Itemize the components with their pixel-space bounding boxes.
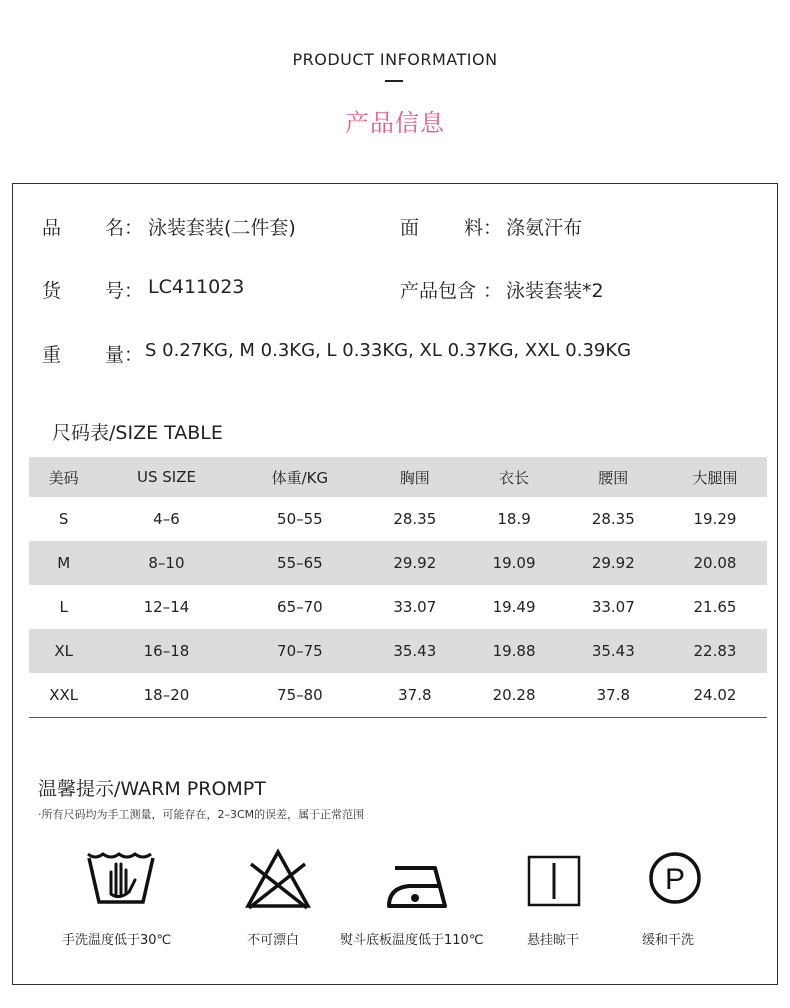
table-cell: 33.07: [393, 598, 437, 616]
fabric-label-1: 面: [400, 217, 420, 239]
table-cell: 35.43: [591, 642, 635, 660]
hang-dry-icon: [527, 855, 581, 907]
care-label-dry-clean: 缓和干洗: [642, 933, 695, 948]
package-label: 产品包含: [400, 280, 477, 302]
table-cell: 18.9: [497, 510, 531, 528]
sku-colon: ：: [124, 280, 144, 302]
table-cell: 21.65: [693, 598, 737, 616]
table-row: [29, 497, 767, 541]
table-cell: XL: [54, 642, 73, 660]
sku-label-2: 号: [105, 280, 125, 302]
table-cell: S: [58, 510, 69, 528]
table-cell: 20.08: [693, 554, 737, 572]
table-cell: 19.29: [693, 510, 737, 528]
table-cell: 28.35: [393, 510, 437, 528]
table-cell: 50–55: [277, 510, 323, 528]
table-cell: 12–14: [143, 598, 190, 616]
table-cell: 22.83: [693, 642, 737, 660]
weight-label-2: 量: [105, 344, 125, 366]
size-table: [29, 457, 767, 718]
table-cell: M: [57, 554, 71, 572]
fabric-label-2: 料: [464, 217, 484, 239]
table-cell: L: [59, 598, 68, 616]
header-title-cn: 产品信息: [345, 109, 445, 137]
table-header: 大腿围: [692, 468, 738, 487]
table-cell: 70–75: [277, 642, 323, 660]
table-row: [29, 585, 767, 629]
table-row: [29, 541, 767, 585]
no-bleach-icon: [245, 848, 311, 910]
iron-icon: [385, 856, 451, 910]
table-header: 美码: [48, 468, 79, 487]
care-label-hang-dry: 悬挂晾干: [527, 933, 580, 948]
name-colon: ：: [124, 217, 144, 239]
header-divider: [385, 80, 403, 82]
care-label-iron: 熨斗底板温度低于110℃: [340, 933, 484, 948]
table-cell: 29.92: [591, 554, 635, 572]
sku-value: LC411023: [148, 276, 245, 298]
table-cell: 65–70: [277, 598, 323, 616]
name-label-1: 品: [42, 217, 62, 239]
table-cell: 18–20: [98, 673, 234, 717]
name-value: 泳装套装(二件套): [148, 217, 296, 239]
table-cell: 75–80: [235, 673, 366, 717]
table-header: 腰围: [598, 468, 629, 487]
sku-label-1: 货: [42, 280, 62, 302]
size-table-title: 尺码表/SIZE TABLE: [52, 422, 223, 444]
hand-wash-icon: [85, 850, 157, 906]
table-cell: 33.07: [591, 598, 635, 616]
weight-colon: ：: [124, 344, 144, 366]
weight-value: S 0.27KG, M 0.3KG, L 0.33KG, XL 0.37KG, XXL 0.39KG: [145, 340, 632, 361]
table-cell: 28.35: [591, 510, 635, 528]
table-row: [29, 673, 767, 717]
table-cell: 19.49: [492, 598, 536, 616]
table-cell: 37.8: [564, 673, 663, 717]
warm-prompt-title: 温馨提示/WARM PROMPT: [38, 778, 266, 800]
care-label-no-bleach: 不可漂白: [247, 933, 300, 948]
measurement-note: ·所有尺码均为手工测量，可能存在，2–3CM的误差，属于正常范围: [38, 808, 365, 821]
table-cell: 16–18: [143, 642, 190, 660]
dry-clean-p-icon: [647, 850, 703, 906]
table-header: US SIZE: [136, 468, 196, 486]
fabric-value: 涤氨汗布: [506, 217, 583, 239]
svg-text:P: P: [664, 863, 686, 896]
table-cell: 20.28: [464, 673, 563, 717]
table-cell: 37.8: [365, 673, 464, 717]
name-label-2: 名: [105, 217, 125, 239]
package-colon: ：: [483, 280, 503, 302]
size-table-header-row: [29, 457, 767, 497]
header-title-en: PRODUCT INFORMATION: [292, 50, 498, 69]
table-cell: 35.43: [393, 642, 437, 660]
table-cell: 19.09: [492, 554, 536, 572]
weight-label-1: 重: [42, 344, 62, 366]
table-header: 体重/KG: [271, 468, 329, 487]
table-row: [29, 629, 767, 673]
table-cell: 8–10: [148, 554, 185, 572]
care-label-hand-wash: 手洗温度低于30℃: [62, 933, 172, 948]
table-cell: 24.02: [663, 673, 767, 717]
table-header: 胸围: [399, 468, 430, 487]
table-header: 衣长: [499, 468, 530, 487]
table-cell: 19.88: [492, 642, 536, 660]
package-value: 泳装套装*2: [506, 280, 604, 302]
table-cell: 55–65: [277, 554, 323, 572]
table-cell: 29.92: [393, 554, 437, 572]
table-cell: XXL: [29, 673, 98, 717]
table-cell: 4–6: [153, 510, 180, 528]
fabric-colon: ：: [483, 217, 503, 239]
